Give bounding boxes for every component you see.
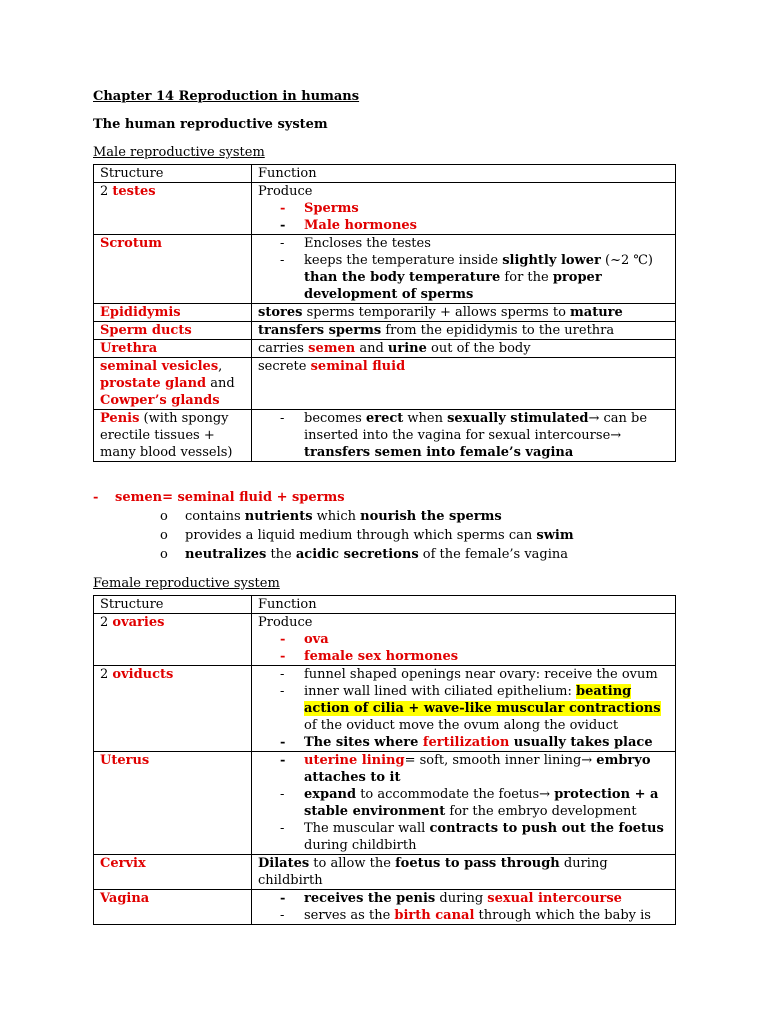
function-cell xyxy=(252,666,676,752)
table-row xyxy=(94,855,676,890)
table-row xyxy=(94,890,676,925)
function-cell: carries semen and urine out of the body xyxy=(252,340,676,358)
female-table xyxy=(93,595,676,925)
table-row xyxy=(94,752,676,855)
table-row xyxy=(94,358,676,410)
header-structure: Structure xyxy=(94,596,252,614)
table-row xyxy=(94,666,676,752)
list-item: o contains nutrients which nourish the sperms xyxy=(160,509,502,524)
header-function: Function xyxy=(252,596,676,614)
male-table xyxy=(93,164,676,462)
table-row xyxy=(94,235,676,304)
function-cell xyxy=(252,752,676,855)
structure-cell: Uterus xyxy=(94,752,252,855)
structure-cell: 2 oviducts xyxy=(94,666,252,752)
list-item: - The sites where fertilization usually takes place xyxy=(280,735,653,750)
structure-cell: 2 testes xyxy=(94,183,252,235)
list-item: - inner wall lined with ciliated epithelium: beating action of cilia + wave-like muscular contractions of the oviduct move the ovum along the oviduct xyxy=(280,684,661,733)
list-item: - keeps the temperature inside slightly lower (~2 ℃) than the body temperature for the proper development of sperms xyxy=(280,253,653,302)
structure-cell: Epididymis xyxy=(94,304,252,322)
header-function: Function xyxy=(252,165,676,183)
list-item: - Male hormones xyxy=(280,218,417,233)
table-row xyxy=(94,165,676,183)
function-cell: Produce - Sperms - Male hormones xyxy=(252,183,676,235)
table-row xyxy=(94,304,676,322)
female-heading: Female reproductive system xyxy=(93,576,280,591)
list-item: - becomes erect when sexually stimulated→ can be inserted into the vagina for sexual intercourse→ transfers semen into female’s vagina xyxy=(280,411,648,460)
list-item: - expand to accommodate the foetus→ protection + a stable environment for the embryo development xyxy=(280,787,659,819)
document-page xyxy=(93,88,676,925)
function-cell xyxy=(252,410,676,462)
list-item: - funnel shaped openings near ovary: receive the ovum xyxy=(280,667,658,682)
function-cell xyxy=(252,890,676,925)
table-row xyxy=(94,596,676,614)
function-cell: Produce - ova - female sex hormones xyxy=(252,614,676,666)
table-row xyxy=(94,614,676,666)
function-cell: secrete seminal fluid xyxy=(252,358,676,410)
structure-cell: Vagina xyxy=(94,890,252,925)
structure-cell: Scrotum xyxy=(94,235,252,304)
chapter-title: Chapter 14 Reproduction in humans xyxy=(93,89,360,104)
list-item: - serves as the birth canal through which the baby is xyxy=(280,908,651,923)
section-subtitle: The human reproductive system xyxy=(93,117,328,132)
function-cell: stores sperms temporarily + allows sperms to mature xyxy=(252,304,676,322)
list-item: - ova xyxy=(280,632,329,647)
structure-cell: Cervix xyxy=(94,855,252,890)
list-item: o neutralizes the acidic secretions of the female’s vagina xyxy=(160,547,569,562)
function-cell: Dilates to allow the foetus to pass through during childbirth xyxy=(252,855,676,890)
table-row xyxy=(94,322,676,340)
table-row xyxy=(94,410,676,462)
structure-cell: Urethra xyxy=(94,340,252,358)
structure-cell: seminal vesicles, prostate gland and Cowper’s glands xyxy=(94,358,252,410)
list-item: - The muscular wall contracts to push out the foetus during childbirth xyxy=(280,821,664,853)
function-cell: transfers sperms from the epididymis to the urethra xyxy=(252,322,676,340)
list-item: - uterine lining= soft, smooth inner lining→ embryo attaches to it xyxy=(280,753,651,785)
structure-cell: Sperm ducts xyxy=(94,322,252,340)
function-cell xyxy=(252,235,676,304)
header-structure: Structure xyxy=(94,165,252,183)
male-heading: Male reproductive system xyxy=(93,145,265,160)
structure-cell: 2 ovaries xyxy=(94,614,252,666)
semen-points xyxy=(93,508,676,563)
list-item: o provides a liquid medium through which sperms can swim xyxy=(160,528,574,543)
table-row xyxy=(94,183,676,235)
table-row xyxy=(94,340,676,358)
list-item: - receives the penis during sexual intercourse xyxy=(280,891,622,906)
structure-cell: Penis (with spongy erectile tissues + many blood vessels) xyxy=(94,410,252,462)
list-item: - female sex hormones xyxy=(280,649,459,664)
list-item: - Encloses the testes xyxy=(280,236,431,251)
list-item: - Sperms xyxy=(280,201,359,216)
semen-definition: - semen= seminal fluid + sperms xyxy=(93,490,345,505)
